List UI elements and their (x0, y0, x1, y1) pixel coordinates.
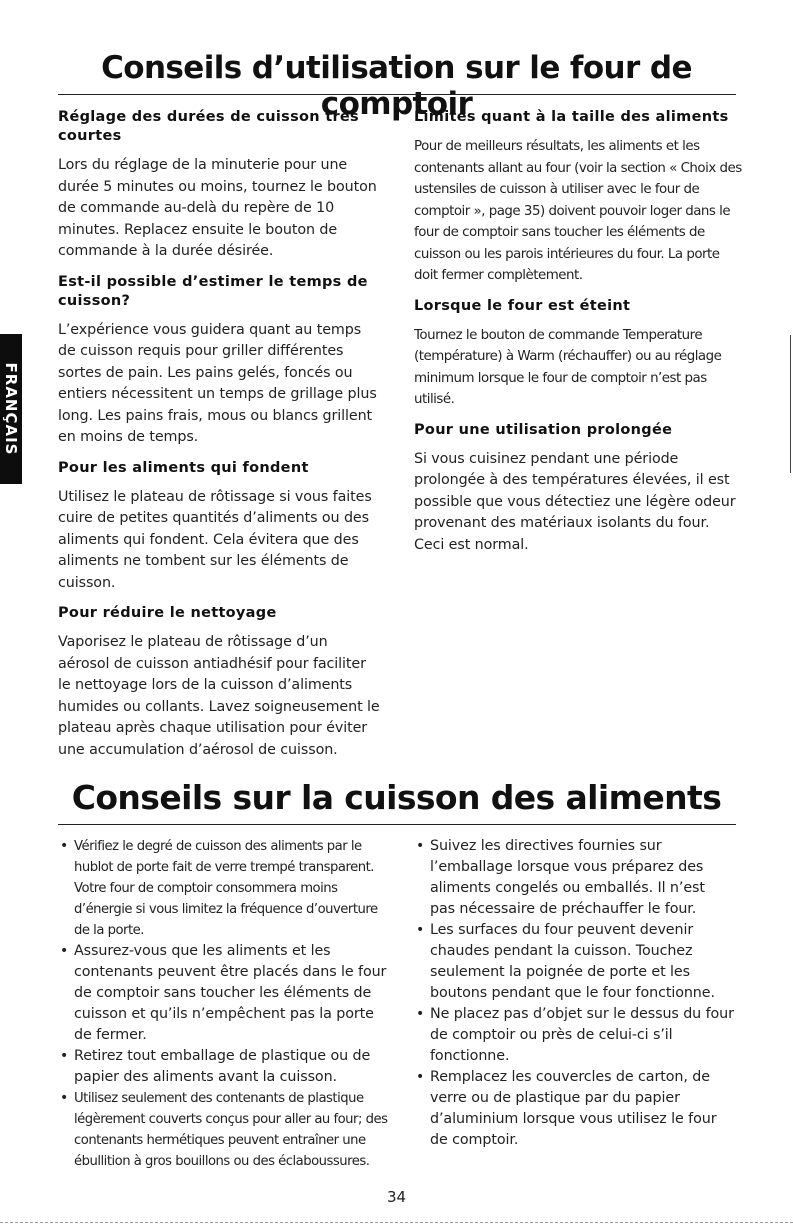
page-edge-line (790, 335, 791, 473)
list-item-text: Suivez les directives fournies sur l’emballage lorsque vous préparez des aliments congelés ou emballés. Il n’est pas nécessaire de préchauffer le four. (430, 838, 705, 917)
page-bottom-edge (0, 1222, 793, 1224)
bullet-icon: • (60, 943, 69, 959)
right-column (414, 108, 744, 566)
list-item (414, 920, 734, 1004)
bullet-icon: • (416, 922, 425, 938)
bullet-icon: • (60, 838, 68, 854)
list-item-text: Vérifiez le degré de cuisson des aliments par le hublot de porte fait de verre trempé transparent. Votre four de comptoir consommera moins d’énergie si vous limitez la fréquence d’ouverture de la porte. (74, 839, 378, 938)
page-number: 34 (386, 1188, 407, 1206)
paragraph-estimate-time: L’expérience vous guidera quant au temps de cuisson requis pour griller différentes sortes de pain. Les pains gelés, foncés ou entiers nécessitent un temps de grillage plus long. Les pains frais, mous ou blancs grillent en moins de temps. (58, 321, 377, 445)
list-item-text: Retirez tout emballage de plastique ou de papier des aliments avant la cuisson. (74, 1048, 371, 1085)
bullet-icon: • (416, 838, 425, 854)
list-item-text: Utilisez seulement des contenants de plastique légèrement couverts conçus pour aller au four; des contenants hermétiques peuvent entraîner une ébullition à gros bouillons ou des éclaboussures. (74, 1091, 388, 1169)
paragraph-food-size-limits: Pour de meilleurs résultats, les aliments et les contenants allant au four (voir la section « Choix des ustensiles de cuisson à utiliser avec le four de comptoir », page 35) doivent pouvoir loger dans le four de comptoir sans toucher les éléments de cuisson ou les parois intérieures du four. La porte doit fermer complètement. (414, 139, 742, 283)
list-item (414, 1067, 734, 1151)
list-item-text: Assurez-vous que les aliments et les contenants peuvent être placés dans le four de comptoir sans toucher les éléments de cuisson et qu’ils n’empêchent pas la porte de fermer. (74, 943, 387, 1043)
section-title-usage-tips: Conseils d’utilisation sur le four de comptoir (101, 50, 692, 122)
title-underline (58, 94, 736, 95)
list-item (58, 1046, 388, 1088)
paragraph-oven-off: Tournez le bouton de commande Temperature (température) à Warm (réchauffer) ou au réglage minimum lorsque le four de comptoir n’est pas utilisé. (414, 327, 722, 407)
bullet-icon: • (416, 1006, 425, 1022)
left-column (58, 108, 380, 771)
list-item (414, 836, 734, 920)
list-item (58, 941, 388, 1046)
title-underline (58, 824, 736, 825)
bullets-left-column (58, 836, 388, 1172)
list-item-text: Remplacez les couvercles de carton, de verre ou de plastique par du papier d’aluminium lorsque vous utilisez le four de comptoir. (430, 1069, 717, 1148)
subheading-food-size-limits: Limites quant à la taille des aliments (414, 109, 729, 125)
language-side-tab (0, 334, 22, 484)
bullet-icon: • (60, 1048, 69, 1064)
subheading-estimate-time: Est-il possible d’estimer le temps de cuisson? (58, 273, 368, 309)
list-item (58, 836, 388, 941)
bullet-icon: • (60, 1090, 68, 1106)
language-tab-label: FRANÇAIS (2, 362, 20, 456)
list-item-text: Les surfaces du four peuvent devenir chaudes pendant la cuisson. Touchez seulement la poignée de porte et les boutons pendant que le four fonctionne. (430, 922, 715, 1001)
bullet-icon: • (416, 1069, 425, 1085)
list-item (58, 1088, 388, 1172)
subheading-oven-off: Lorsque le four est éteint (414, 297, 631, 314)
list-item (414, 1004, 734, 1067)
subheading-reduce-cleaning: Pour réduire le nettoyage (58, 605, 277, 621)
section-title-cooking-tips: Conseils sur la cuisson des aliments (71, 778, 722, 817)
paragraph-prolonged-use: Si vous cuisinez pendant une période prolongée à des températures élevées, il est possible que vous détectiez une légère odeur provenant des matériaux isolants du four. Ceci est normal. (414, 450, 736, 553)
subheading-short-durations: Réglage des durées de cuisson très courtes (58, 109, 359, 144)
subheading-melting-foods: Pour les aliments qui fondent (58, 459, 309, 476)
subheading-prolonged-use: Pour une utilisation prolongée (414, 421, 673, 438)
paragraph-reduce-cleaning: Vaporisez le plateau de rôtissage d’un aérosol de cuisson antiadhésif pour faciliter le nettoyage lors de la cuisson d’aliments humides ou collants. Lavez soigneusement le plateau après chaque utilisation pour éviter une accumulation d’aérosol de cuisson. (58, 634, 380, 758)
paragraph-melting-foods: Utilisez le plateau de rôtissage si vous faites cuire de petites quantités d’aliments ou des aliments qui fondent. Cela évitera que des aliments ne tombent sur les éléments de cuisson. (58, 488, 372, 591)
list-item-text: Ne placez pas d’objet sur le dessus du four de comptoir ou près de celui-ci s’il fonctionne. (430, 1006, 734, 1064)
bullets-right-column (414, 836, 734, 1151)
paragraph-short-durations: Lors du réglage de la minuterie pour une durée 5 minutes ou moins, tournez le bouton de commande au-delà du repère de 10 minutes. Replacez ensuite le bouton de commande à la durée désirée. (58, 157, 377, 259)
